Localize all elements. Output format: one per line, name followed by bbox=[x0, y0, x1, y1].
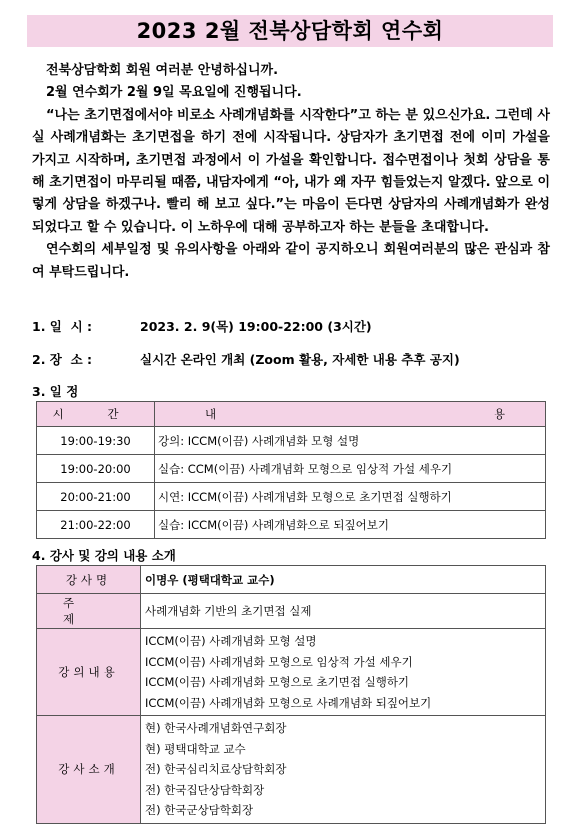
description-paragraph: “나는 초기면접에서야 비로소 사례개념화를 시작한다”고 하는 분 있으신가요. 그런데 사실 사례개념화는 초기면접을 하기 전에 시작됩니다. 상담자가 초기면접 전에 이미 가설을 가지고 시작하며, 초기면접 과정에서 이 가설을 확인합니다. 접수면접이나 첫회 상담을 통해 초기면접이 마무리될 때쯤, 내담자에게 “아, 내가 왜 자꾸 힘들었는지 알겠다. 앞으로 이렇게 상담을 하겠구나. 빨리 해 보고 싶다.”는 마음이 든다면 상담자의 사례개념화가 완성되었다고 할 수 있습니다. 이 노하우에 대해 공부하고자 하는 분들을 초대합니다. bbox=[32, 107, 550, 235]
list-item: 현) 평택대학교 교수 bbox=[145, 741, 246, 756]
place-label: 2. 장 소 : bbox=[32, 352, 93, 367]
lecturer-section-label: 4. 강사 및 강의 내용 소개 bbox=[32, 548, 176, 563]
place-line bbox=[32, 350, 460, 368]
desc-cell: 실습: CCM(이끔) 사례개념화 모형으로 임상적 가설 세우기 bbox=[155, 455, 546, 483]
name-header: 강사명 bbox=[37, 566, 141, 594]
content-row bbox=[37, 629, 546, 716]
topic-header: 주제 bbox=[37, 594, 141, 629]
list-item: 전) 한국군상담학회장 bbox=[145, 803, 254, 817]
schedule-announcement: 2월 연수회가 2월 9일 목요일에 진행됩니다. bbox=[46, 85, 302, 101]
schedule-header-row bbox=[37, 402, 546, 427]
name-row bbox=[37, 566, 546, 594]
time-cell: 19:00-20:00 bbox=[37, 455, 155, 483]
desc-cell: 강의: ICCM(이끔) 사례개념화 모형 설명 bbox=[155, 427, 546, 455]
desc-cell: 실습: ICCM(이끔) 사례개념화으로 되짚어보기 bbox=[155, 511, 546, 539]
list-item: ICCM(이끔) 사례개념화 모형으로 사례개념화 되짚어보기 bbox=[145, 695, 432, 710]
date-value: 2023. 2. 9(목) 19:00-22:00 (3시간) bbox=[140, 319, 372, 334]
intro-row bbox=[37, 716, 546, 824]
desc-cell: 시연: ICCM(이끔) 사례개념화 모형으로 초기면접 실행하기 bbox=[155, 483, 546, 511]
date-label: 1. 일 시 : bbox=[32, 319, 93, 334]
schedule-section-label: 3. 일 정 bbox=[32, 384, 79, 399]
table-row bbox=[37, 427, 546, 455]
time-column-header: 시 간 bbox=[37, 402, 155, 427]
lecturer-name: 이명우 (평택대학교 교수) bbox=[141, 566, 546, 594]
time-cell: 19:00-19:30 bbox=[37, 427, 155, 455]
list-item: ICCM(이끔) 사례개념화 모형으로 초기면접 실행하기 bbox=[145, 675, 410, 689]
topic-row bbox=[37, 594, 546, 629]
invitation-paragraph: 연수회의 세부일정 및 유의사항을 아래와 같이 공지하오니 회원여러분의 많은 관심과 참여 부탁드립니다. bbox=[32, 242, 550, 280]
place-value: 실시간 온라인 개최 (Zoom 활용, 자세한 내용 추후 공지) bbox=[140, 352, 460, 367]
content-header: 강의내용 bbox=[37, 629, 141, 716]
intro-text bbox=[32, 60, 550, 284]
list-item: 전) 한국집단상담학회장 bbox=[145, 782, 265, 797]
table-row bbox=[37, 483, 546, 511]
page-title: 2023 2월 전북상담학회 연수회 bbox=[136, 19, 444, 43]
content-list bbox=[141, 629, 546, 716]
time-cell: 20:00-21:00 bbox=[37, 483, 155, 511]
schedule-table bbox=[36, 401, 546, 539]
table-row bbox=[37, 511, 546, 539]
table-row bbox=[37, 455, 546, 483]
greeting-paragraph: 전북상담학회 회원 여러분 안녕하십니까. bbox=[46, 63, 279, 78]
topic-value: 사례개념화 기반의 초기면접 실제 bbox=[141, 594, 546, 629]
lecturer-table bbox=[36, 565, 546, 824]
content-column-header: 내 용 bbox=[155, 402, 546, 427]
list-item: 전) 한국심리치료상담학회장 bbox=[145, 762, 287, 776]
intro-list bbox=[141, 716, 546, 824]
title-bar bbox=[27, 15, 553, 47]
list-item: ICCM(이끔) 사례개념화 모형 설명 bbox=[145, 634, 317, 648]
date-line bbox=[32, 317, 372, 335]
intro-header: 강사소개 bbox=[37, 716, 141, 824]
list-item: ICCM(이끔) 사례개념화 모형으로 임상적 가설 세우기 bbox=[145, 654, 413, 669]
time-cell: 21:00-22:00 bbox=[37, 511, 155, 539]
list-item: 현) 한국사례개념화연구회장 bbox=[145, 721, 287, 735]
